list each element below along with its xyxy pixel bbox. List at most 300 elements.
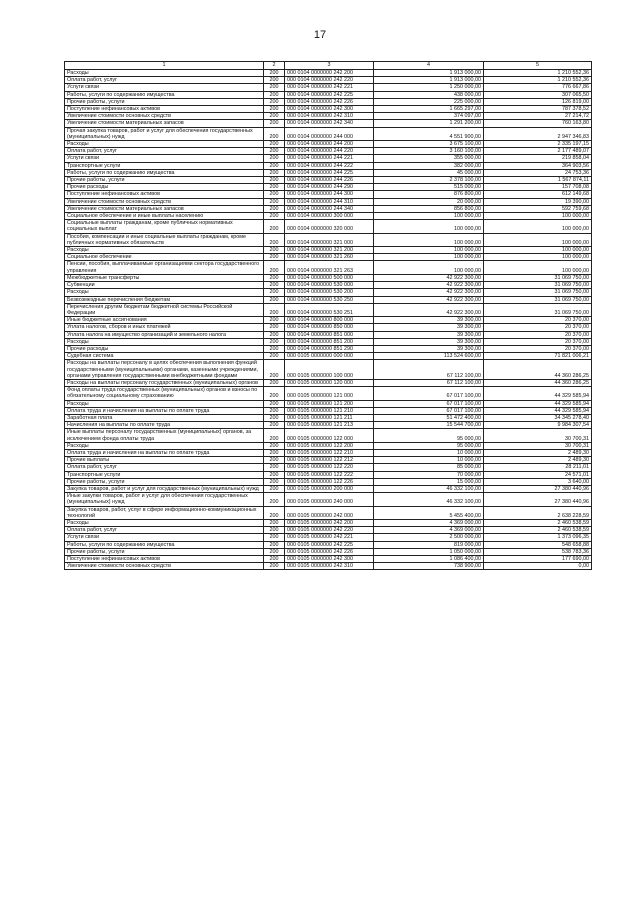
row-budget-code-cell: 000 0104 0000000 321 260 bbox=[285, 254, 374, 261]
row-name-cell: Поступление нефинансовых активов bbox=[65, 106, 264, 113]
row-line-code-cell: 200 bbox=[264, 198, 285, 205]
row-executed-amount-cell: 760 163,80 bbox=[484, 120, 592, 127]
table-row bbox=[65, 506, 592, 519]
row-line-code-cell: 200 bbox=[264, 548, 285, 555]
row-name-cell: Расходы bbox=[65, 141, 264, 148]
row-budget-code-cell: 000 0105 0000000 100 000 bbox=[285, 360, 374, 380]
row-name-cell: Оплата труда и начисления на выплаты по оплате труда bbox=[65, 449, 264, 456]
row-line-code-cell: 200 bbox=[264, 213, 285, 220]
row-name-cell: Уплата налога на имущество организаций и земельного налога bbox=[65, 331, 264, 338]
row-budget-code-cell: 000 0104 0000000 244 290 bbox=[285, 184, 374, 191]
row-budget-code-cell: 000 0105 0000000 242 226 bbox=[285, 548, 374, 555]
row-budget-code-cell: 000 0104 0000000 244 200 bbox=[285, 141, 374, 148]
row-budget-code-cell: 000 0105 0000000 242 310 bbox=[285, 563, 374, 570]
row-executed-amount-cell: 19 390,00 bbox=[484, 198, 592, 205]
row-approved-amount-cell: 738 900,00 bbox=[374, 563, 484, 570]
row-name-cell: Услуги связи bbox=[65, 534, 264, 541]
row-budget-code-cell: 000 0104 0000000 244 220 bbox=[285, 148, 374, 155]
row-line-code-cell: 200 bbox=[264, 169, 285, 176]
row-approved-amount-cell: 1 291 200,00 bbox=[374, 120, 484, 127]
row-executed-amount-cell: 31 069 750,00 bbox=[484, 303, 592, 316]
row-executed-amount-cell: 24 571,01 bbox=[484, 471, 592, 478]
table-row bbox=[65, 98, 592, 105]
table-row bbox=[65, 457, 592, 464]
row-budget-code-cell: 000 0105 0000000 122 226 bbox=[285, 478, 374, 485]
row-executed-amount-cell: 31 069 750,00 bbox=[484, 282, 592, 289]
row-approved-amount-cell: 51 472 400,00 bbox=[374, 414, 484, 421]
row-budget-code-cell: 000 0105 0000000 121 200 bbox=[285, 400, 374, 407]
row-approved-amount-cell: 39 300,00 bbox=[374, 317, 484, 324]
table-row bbox=[65, 198, 592, 205]
row-budget-code-cell: 000 0104 0000000 242 310 bbox=[285, 113, 374, 120]
row-budget-code-cell: 000 0105 0000000 120 000 bbox=[285, 379, 374, 386]
row-line-code-cell: 200 bbox=[264, 274, 285, 281]
row-name-cell: Закупка товаров, работ и услуг для государственных (муниципальных) нужд bbox=[65, 485, 264, 492]
table-row bbox=[65, 527, 592, 534]
row-executed-amount-cell: 44 360 286,25 bbox=[484, 379, 592, 386]
row-budget-code-cell: 000 0105 0000000 122 210 bbox=[285, 449, 374, 456]
table-row bbox=[65, 213, 592, 220]
row-approved-amount-cell: 856 800,00 bbox=[374, 205, 484, 212]
row-budget-code-cell: 000 0104 0000000 530 200 bbox=[285, 289, 374, 296]
row-approved-amount-cell: 100 000,00 bbox=[374, 213, 484, 220]
row-line-code-cell: 200 bbox=[264, 247, 285, 254]
row-approved-amount-cell: 225 000,00 bbox=[374, 98, 484, 105]
row-budget-code-cell: 000 0104 0000000 242 200 bbox=[285, 70, 374, 77]
table-row bbox=[65, 485, 592, 492]
row-budget-code-cell: 000 0105 0000000 121 210 bbox=[285, 407, 374, 414]
row-budget-code-cell: 000 0105 0000000 122 222 bbox=[285, 471, 374, 478]
row-budget-code-cell: 000 0104 0000000 242 220 bbox=[285, 77, 374, 84]
row-approved-amount-cell: 45 000,00 bbox=[374, 169, 484, 176]
row-line-code-cell: 200 bbox=[264, 506, 285, 519]
table-row bbox=[65, 77, 592, 84]
table-row bbox=[65, 155, 592, 162]
row-approved-amount-cell: 85 000,00 bbox=[374, 464, 484, 471]
row-approved-amount-cell: 4 369 000,00 bbox=[374, 527, 484, 534]
table-row bbox=[65, 162, 592, 169]
row-approved-amount-cell: 2 500 000,00 bbox=[374, 534, 484, 541]
row-approved-amount-cell: 20 000,00 bbox=[374, 198, 484, 205]
row-budget-code-cell: 000 0104 0000000 300 000 bbox=[285, 213, 374, 220]
row-approved-amount-cell: 15 544 700,00 bbox=[374, 422, 484, 429]
row-budget-code-cell: 000 0104 0000000 242 340 bbox=[285, 120, 374, 127]
row-approved-amount-cell: 42 922 300,00 bbox=[374, 274, 484, 281]
row-line-code-cell: 200 bbox=[264, 162, 285, 169]
row-budget-code-cell: 000 0104 0000000 851 290 bbox=[285, 345, 374, 352]
row-approved-amount-cell: 42 922 300,00 bbox=[374, 289, 484, 296]
row-line-code-cell: 200 bbox=[264, 141, 285, 148]
row-approved-amount-cell: 515 000,00 bbox=[374, 184, 484, 191]
row-executed-amount-cell: 27 214,72 bbox=[484, 113, 592, 120]
row-approved-amount-cell: 100 000,00 bbox=[374, 233, 484, 246]
row-executed-amount-cell: 27 380 440,96 bbox=[484, 493, 592, 506]
row-approved-amount-cell: 10 000,00 bbox=[374, 449, 484, 456]
table-row bbox=[65, 520, 592, 527]
row-budget-code-cell: 000 0104 0000000 800 000 bbox=[285, 317, 374, 324]
row-name-cell: Увеличение стоимости основных средств bbox=[65, 563, 264, 570]
row-executed-amount-cell: 44 329 585,94 bbox=[484, 407, 592, 414]
row-name-cell: Расходы bbox=[65, 338, 264, 345]
row-executed-amount-cell: 9 984 307,54 bbox=[484, 422, 592, 429]
row-name-cell: Прочие работы, услуги bbox=[65, 478, 264, 485]
table-row bbox=[65, 247, 592, 254]
row-name-cell: Иные выплаты персоналу государственных (муниципальных) органов, за исключением фонда оплаты труда bbox=[65, 429, 264, 442]
row-budget-code-cell: 000 0105 0000000 000 000 bbox=[285, 353, 374, 360]
row-budget-code-cell: 000 0105 0000000 122 000 bbox=[285, 429, 374, 442]
table-row bbox=[65, 478, 592, 485]
row-budget-code-cell: 000 0105 0000000 121 213 bbox=[285, 422, 374, 429]
table-row bbox=[65, 387, 592, 400]
row-executed-amount-cell: 27 380 440,96 bbox=[484, 485, 592, 492]
row-budget-code-cell: 000 0105 0000000 242 000 bbox=[285, 506, 374, 519]
row-approved-amount-cell: 438 000,00 bbox=[374, 91, 484, 98]
row-name-cell: Прочие расходы bbox=[65, 184, 264, 191]
row-approved-amount-cell: 67 112 100,00 bbox=[374, 379, 484, 386]
row-name-cell: Увеличение стоимости основных средств bbox=[65, 113, 264, 120]
row-budget-code-cell: 000 0105 0000000 122 212 bbox=[285, 457, 374, 464]
row-line-code-cell: 200 bbox=[264, 184, 285, 191]
row-line-code-cell: 200 bbox=[264, 70, 285, 77]
row-line-code-cell: 200 bbox=[264, 91, 285, 98]
row-budget-code-cell: 000 0105 0000000 242 220 bbox=[285, 527, 374, 534]
row-name-cell: Расходы bbox=[65, 520, 264, 527]
row-executed-amount-cell: 28 211,01 bbox=[484, 464, 592, 471]
row-executed-amount-cell: 538 783,36 bbox=[484, 548, 592, 555]
row-name-cell: Поступление нефинансовых активов bbox=[65, 556, 264, 563]
row-name-cell: Закупка товаров, работ, услуг в сфере информационно-коммуникационных технологий bbox=[65, 506, 264, 519]
row-executed-amount-cell: 24 753,36 bbox=[484, 169, 592, 176]
row-budget-code-cell: 000 0104 0000000 244 225 bbox=[285, 169, 374, 176]
table-row bbox=[65, 233, 592, 246]
row-budget-code-cell: 000 0105 0000000 121 211 bbox=[285, 414, 374, 421]
table-row bbox=[65, 541, 592, 548]
row-name-cell: Транспортные услуги bbox=[65, 471, 264, 478]
row-executed-amount-cell: 2 177 489,07 bbox=[484, 148, 592, 155]
row-line-code-cell: 200 bbox=[264, 471, 285, 478]
table-row bbox=[65, 400, 592, 407]
table-row bbox=[65, 191, 592, 198]
row-line-code-cell: 200 bbox=[264, 442, 285, 449]
row-line-code-cell: 200 bbox=[264, 303, 285, 316]
row-name-cell: Субвенции bbox=[65, 282, 264, 289]
table-row bbox=[65, 148, 592, 155]
row-executed-amount-cell: 44 329 585,94 bbox=[484, 387, 592, 400]
table-row bbox=[65, 120, 592, 127]
row-budget-code-cell: 000 0105 0000000 242 225 bbox=[285, 541, 374, 548]
row-executed-amount-cell: 364 903,56 bbox=[484, 162, 592, 169]
table-row bbox=[65, 113, 592, 120]
row-line-code-cell: 200 bbox=[264, 534, 285, 541]
row-budget-code-cell: 000 0104 0000000 530 250 bbox=[285, 296, 374, 303]
table-row bbox=[65, 296, 592, 303]
row-line-code-cell: 200 bbox=[264, 360, 285, 380]
row-name-cell: Иные закупки товаров, работ и услуг для обеспечения государственных (муниципальных) нужд bbox=[65, 493, 264, 506]
table-row bbox=[65, 282, 592, 289]
table-row bbox=[65, 205, 592, 212]
row-executed-amount-cell: 100 000,00 bbox=[484, 254, 592, 261]
row-approved-amount-cell: 3 675 100,00 bbox=[374, 141, 484, 148]
row-line-code-cell: 200 bbox=[264, 379, 285, 386]
row-line-code-cell: 200 bbox=[264, 527, 285, 534]
row-line-code-cell: 200 bbox=[264, 191, 285, 198]
row-line-code-cell: 200 bbox=[264, 261, 285, 274]
row-executed-amount-cell: 1 210 552,36 bbox=[484, 77, 592, 84]
row-approved-amount-cell: 3 160 100,00 bbox=[374, 148, 484, 155]
row-line-code-cell: 200 bbox=[264, 98, 285, 105]
row-line-code-cell: 200 bbox=[264, 353, 285, 360]
table-row bbox=[65, 303, 592, 316]
table-row bbox=[65, 534, 592, 541]
row-line-code-cell: 200 bbox=[264, 345, 285, 352]
table-row bbox=[65, 84, 592, 91]
row-line-code-cell: 200 bbox=[264, 387, 285, 400]
row-budget-code-cell: 000 0104 0000000 530 000 bbox=[285, 282, 374, 289]
row-approved-amount-cell: 1 250 000,00 bbox=[374, 84, 484, 91]
row-name-cell: Расходы bbox=[65, 442, 264, 449]
row-line-code-cell: 200 bbox=[264, 464, 285, 471]
row-name-cell: Оплата работ, услуг bbox=[65, 77, 264, 84]
table-row bbox=[65, 353, 592, 360]
row-executed-amount-cell: 44 329 585,94 bbox=[484, 400, 592, 407]
row-budget-code-cell: 000 0105 0000000 242 200 bbox=[285, 520, 374, 527]
row-approved-amount-cell: 355 000,00 bbox=[374, 155, 484, 162]
table-header-row bbox=[65, 62, 592, 70]
row-budget-code-cell: 000 0104 0000000 321 263 bbox=[285, 261, 374, 274]
row-name-cell: Безвозмездные перечисления бюджетам bbox=[65, 296, 264, 303]
row-approved-amount-cell: 382 000,00 bbox=[374, 162, 484, 169]
row-approved-amount-cell: 819 000,00 bbox=[374, 541, 484, 548]
row-approved-amount-cell: 100 000,00 bbox=[374, 261, 484, 274]
row-approved-amount-cell: 39 300,00 bbox=[374, 331, 484, 338]
row-name-cell: Уплата налогов, сборов и иных платежей bbox=[65, 324, 264, 331]
row-name-cell: Расходы bbox=[65, 70, 264, 77]
row-name-cell: Прочие работы, услуги bbox=[65, 177, 264, 184]
row-approved-amount-cell: 39 300,00 bbox=[374, 338, 484, 345]
table-row bbox=[65, 184, 592, 191]
table-row bbox=[65, 414, 592, 421]
row-executed-amount-cell: 1 210 552,36 bbox=[484, 70, 592, 77]
row-executed-amount-cell: 1 373 096,35 bbox=[484, 534, 592, 541]
row-executed-amount-cell: 100 000,00 bbox=[484, 213, 592, 220]
budget-execution-table bbox=[64, 61, 592, 570]
table-row bbox=[65, 449, 592, 456]
column-header-1: 1 bbox=[65, 62, 264, 70]
row-line-code-cell: 200 bbox=[264, 414, 285, 421]
row-name-cell: Услуги связи bbox=[65, 84, 264, 91]
row-line-code-cell: 200 bbox=[264, 113, 285, 120]
row-approved-amount-cell: 67 017 100,00 bbox=[374, 387, 484, 400]
row-approved-amount-cell: 4 551 900,00 bbox=[374, 127, 484, 140]
row-executed-amount-cell: 1 567 874,11 bbox=[484, 177, 592, 184]
row-budget-code-cell: 000 0104 0000000 851 200 bbox=[285, 338, 374, 345]
row-line-code-cell: 200 bbox=[264, 541, 285, 548]
row-line-code-cell: 200 bbox=[264, 120, 285, 127]
row-approved-amount-cell: 100 000,00 bbox=[374, 220, 484, 233]
row-line-code-cell: 200 bbox=[264, 205, 285, 212]
row-executed-amount-cell: 177 690,00 bbox=[484, 556, 592, 563]
row-name-cell: Работы, услуги по содержанию имущества bbox=[65, 169, 264, 176]
column-header-5: 5 bbox=[484, 62, 592, 70]
row-executed-amount-cell: 30 700,31 bbox=[484, 429, 592, 442]
row-executed-amount-cell: 20 370,00 bbox=[484, 338, 592, 345]
table-row bbox=[65, 261, 592, 274]
row-line-code-cell: 200 bbox=[264, 254, 285, 261]
row-budget-code-cell: 000 0104 0000000 244 310 bbox=[285, 198, 374, 205]
row-executed-amount-cell: 787 378,52 bbox=[484, 106, 592, 113]
row-budget-code-cell: 000 0105 0000000 240 000 bbox=[285, 493, 374, 506]
row-line-code-cell: 200 bbox=[264, 282, 285, 289]
row-line-code-cell: 200 bbox=[264, 233, 285, 246]
row-executed-amount-cell: 0,00 bbox=[484, 563, 592, 570]
row-name-cell: Начисления на выплаты по оплате труда bbox=[65, 422, 264, 429]
row-approved-amount-cell: 1 050 000,00 bbox=[374, 548, 484, 555]
row-line-code-cell: 200 bbox=[264, 331, 285, 338]
row-name-cell: Перечисления другим бюджетам бюджетной системы Российской Федерации bbox=[65, 303, 264, 316]
row-name-cell: Расходы на выплаты персоналу в целях обеспечения выполнения функций государственными (муниципальными) органами, казенными учреждениями, органами управления государственными внебюджетными фондами bbox=[65, 360, 264, 380]
table-row bbox=[65, 345, 592, 352]
row-budget-code-cell: 000 0104 0000000 500 000 bbox=[285, 274, 374, 281]
row-budget-code-cell: 000 0105 0000000 242 300 bbox=[285, 556, 374, 563]
row-approved-amount-cell: 100 000,00 bbox=[374, 254, 484, 261]
row-approved-amount-cell: 67 112 100,00 bbox=[374, 360, 484, 380]
row-name-cell: Прочие расходы bbox=[65, 345, 264, 352]
row-name-cell: Пенсии, пособия, выплачиваемые организациями сектора государственного управления bbox=[65, 261, 264, 274]
row-executed-amount-cell: 2 489,30 bbox=[484, 449, 592, 456]
row-executed-amount-cell: 100 000,00 bbox=[484, 261, 592, 274]
row-approved-amount-cell: 2 378 100,00 bbox=[374, 177, 484, 184]
row-approved-amount-cell: 42 922 300,00 bbox=[374, 303, 484, 316]
row-executed-amount-cell: 612 149,68 bbox=[484, 191, 592, 198]
table-row bbox=[65, 556, 592, 563]
row-line-code-cell: 200 bbox=[264, 324, 285, 331]
row-line-code-cell: 200 bbox=[264, 422, 285, 429]
row-approved-amount-cell: 67 017 100,00 bbox=[374, 407, 484, 414]
row-executed-amount-cell: 30 700,31 bbox=[484, 442, 592, 449]
row-name-cell: Транспортные услуги bbox=[65, 162, 264, 169]
row-line-code-cell: 200 bbox=[264, 457, 285, 464]
row-executed-amount-cell: 20 370,00 bbox=[484, 317, 592, 324]
row-name-cell: Услуги связи bbox=[65, 155, 264, 162]
row-executed-amount-cell: 592 759,68 bbox=[484, 205, 592, 212]
row-budget-code-cell: 000 0104 0000000 242 221 bbox=[285, 84, 374, 91]
table-row bbox=[65, 331, 592, 338]
row-line-code-cell: 200 bbox=[264, 338, 285, 345]
column-header-3: 3 bbox=[285, 62, 374, 70]
row-line-code-cell: 200 bbox=[264, 493, 285, 506]
row-approved-amount-cell: 10 000,00 bbox=[374, 457, 484, 464]
table-row bbox=[65, 548, 592, 555]
row-executed-amount-cell: 71 821 006,21 bbox=[484, 353, 592, 360]
row-name-cell: Прочие работы, услуги bbox=[65, 548, 264, 555]
row-budget-code-cell: 000 0104 0000000 244 300 bbox=[285, 191, 374, 198]
row-approved-amount-cell: 374 097,00 bbox=[374, 113, 484, 120]
row-name-cell: Иные бюджетные ассигнования bbox=[65, 317, 264, 324]
row-executed-amount-cell: 20 370,00 bbox=[484, 324, 592, 331]
row-executed-amount-cell: 100 000,00 bbox=[484, 247, 592, 254]
row-executed-amount-cell: 31 069 750,00 bbox=[484, 289, 592, 296]
column-header-4: 4 bbox=[374, 62, 484, 70]
table-row bbox=[65, 464, 592, 471]
row-budget-code-cell: 000 0104 0000000 242 225 bbox=[285, 91, 374, 98]
row-name-cell: Фонд оплаты труда государственных (муниципальных) органов и взносы по обязательному социальному страхованию bbox=[65, 387, 264, 400]
row-approved-amount-cell: 95 000,00 bbox=[374, 442, 484, 449]
row-executed-amount-cell: 2 638 228,59 bbox=[484, 506, 592, 519]
row-approved-amount-cell: 1 913 000,00 bbox=[374, 70, 484, 77]
row-executed-amount-cell: 219 858,04 bbox=[484, 155, 592, 162]
row-line-code-cell: 200 bbox=[264, 84, 285, 91]
row-approved-amount-cell: 70 000,00 bbox=[374, 471, 484, 478]
row-name-cell: Поступление нефинансовых активов bbox=[65, 191, 264, 198]
row-approved-amount-cell: 67 017 100,00 bbox=[374, 400, 484, 407]
row-approved-amount-cell: 1 086 400,00 bbox=[374, 556, 484, 563]
row-executed-amount-cell: 776 667,86 bbox=[484, 84, 592, 91]
row-budget-code-cell: 000 0104 0000000 244 226 bbox=[285, 177, 374, 184]
row-approved-amount-cell: 100 000,00 bbox=[374, 247, 484, 254]
row-line-code-cell: 200 bbox=[264, 429, 285, 442]
row-executed-amount-cell: 100 000,00 bbox=[484, 220, 592, 233]
table-row bbox=[65, 471, 592, 478]
row-budget-code-cell: 000 0104 0000000 851 000 bbox=[285, 331, 374, 338]
row-name-cell: Оплата работ, услуг bbox=[65, 464, 264, 471]
row-name-cell: Прочие выплаты bbox=[65, 457, 264, 464]
row-approved-amount-cell: 39 300,00 bbox=[374, 324, 484, 331]
row-line-code-cell: 200 bbox=[264, 563, 285, 570]
table-row bbox=[65, 429, 592, 442]
table-row bbox=[65, 338, 592, 345]
row-name-cell: Увеличение стоимости материальных запасов bbox=[65, 205, 264, 212]
row-line-code-cell: 200 bbox=[264, 556, 285, 563]
row-line-code-cell: 200 bbox=[264, 177, 285, 184]
table-row bbox=[65, 220, 592, 233]
row-budget-code-cell: 000 0104 0000000 244 340 bbox=[285, 205, 374, 212]
table-row bbox=[65, 106, 592, 113]
row-executed-amount-cell: 307 065,50 bbox=[484, 91, 592, 98]
table-row bbox=[65, 127, 592, 140]
row-budget-code-cell: 000 0105 0000000 242 221 bbox=[285, 534, 374, 541]
row-approved-amount-cell: 1 913 000,00 bbox=[374, 77, 484, 84]
row-executed-amount-cell: 2 460 538,59 bbox=[484, 520, 592, 527]
row-budget-code-cell: 000 0105 0000000 122 220 bbox=[285, 464, 374, 471]
row-line-code-cell: 200 bbox=[264, 106, 285, 113]
row-line-code-cell: 200 bbox=[264, 520, 285, 527]
row-name-cell: Межбюджетные трансферты bbox=[65, 274, 264, 281]
table-row bbox=[65, 442, 592, 449]
row-line-code-cell: 200 bbox=[264, 400, 285, 407]
row-name-cell: Работы, услуги по содержанию имущества bbox=[65, 541, 264, 548]
row-line-code-cell: 200 bbox=[264, 289, 285, 296]
row-executed-amount-cell: 20 370,00 bbox=[484, 345, 592, 352]
table-row bbox=[65, 407, 592, 414]
table-row bbox=[65, 141, 592, 148]
row-budget-code-cell: 000 0104 0000000 244 000 bbox=[285, 127, 374, 140]
row-name-cell: Расходы bbox=[65, 247, 264, 254]
row-executed-amount-cell: 2 335 197,15 bbox=[484, 141, 592, 148]
row-approved-amount-cell: 113 524 600,00 bbox=[374, 353, 484, 360]
row-budget-code-cell: 000 0105 0000000 122 200 bbox=[285, 442, 374, 449]
table-row bbox=[65, 177, 592, 184]
table-row bbox=[65, 563, 592, 570]
row-approved-amount-cell: 4 369 000,00 bbox=[374, 520, 484, 527]
row-line-code-cell: 200 bbox=[264, 155, 285, 162]
row-line-code-cell: 200 bbox=[264, 449, 285, 456]
table-body bbox=[65, 70, 592, 570]
row-name-cell: Расходы на выплаты персоналу государственных (муниципальных) органов bbox=[65, 379, 264, 386]
row-name-cell: Оплата работ, услуг bbox=[65, 527, 264, 534]
row-name-cell: Увеличение стоимости основных средств bbox=[65, 198, 264, 205]
row-executed-amount-cell: 548 658,88 bbox=[484, 541, 592, 548]
row-approved-amount-cell: 42 922 300,00 bbox=[374, 296, 484, 303]
